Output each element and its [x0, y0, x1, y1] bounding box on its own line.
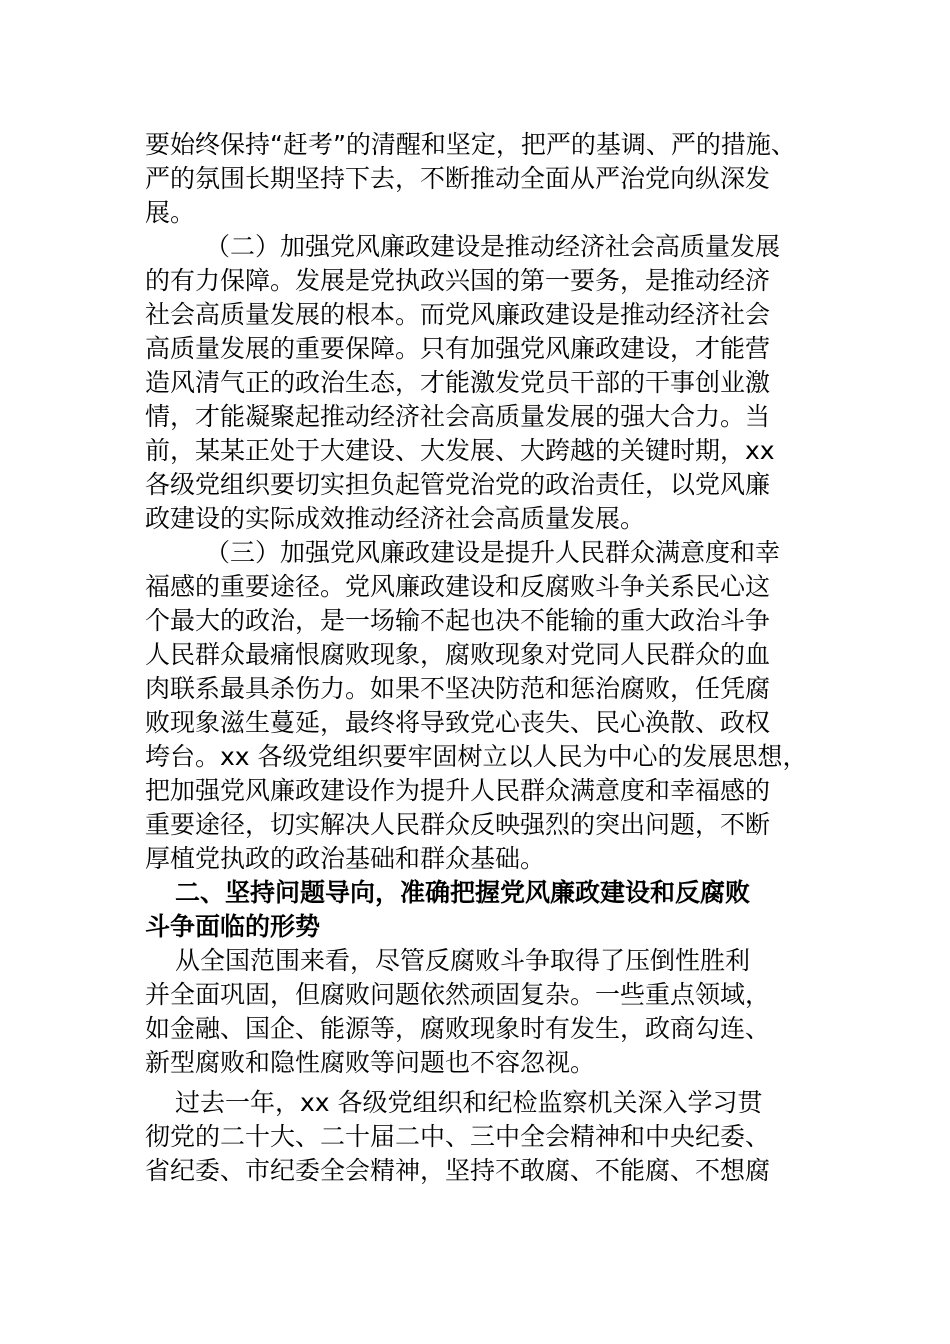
- text-line: 并全面巩固，但腐败问题依然顽固复杂。一些重点领域，: [145, 980, 771, 1009]
- text-line: 福感的重要途径。党风廉政建设和反腐败斗争关系民心这: [145, 572, 771, 601]
- text-line: 把加强党风廉政建设作为提升人民群众满意度和幸福感的: [145, 776, 771, 805]
- paragraph: [145, 128, 815, 230]
- text-line: 厚植党执政的政治基础和群众基础。: [145, 844, 546, 873]
- text-line: 如金融、国企、能源等，腐败现象时有发生，政商勾连、: [145, 1014, 771, 1043]
- text-line: （三）加强党风廉政建设是提升人民群众满意度和幸: [205, 538, 781, 567]
- text-line: 二、坚持问题导向，准确把握党风廉政建设和反腐败: [175, 878, 751, 907]
- text-line: 垮台。xx 各级党组织要牢固树立以人民为中心的发展思想，: [145, 742, 808, 771]
- text-line: 人民群众最痛恨腐败现象，腐败现象对党同人民群众的血: [145, 640, 771, 669]
- text-line: 的有力保障。发展是党执政兴国的第一要务，是推动经济: [145, 266, 771, 295]
- paragraph: [145, 536, 815, 876]
- text-line: 肉联系最具杀伤力。如果不坚决防范和惩治腐败，任凭腐: [145, 674, 771, 703]
- text-line: 高质量发展的重要保障。只有加强党风廉政建设，才能营: [145, 334, 771, 363]
- text-line: 重要途径，切实解决人民群众反映强烈的突出问题，不断: [145, 810, 771, 839]
- text-line: 从全国范围来看，尽管反腐败斗争取得了压倒性胜利: [175, 946, 751, 975]
- text-line: 情，才能凝聚起推动经济社会高质量发展的强大合力。当: [145, 402, 771, 431]
- paragraph: [145, 944, 815, 1080]
- text-line: 前，某某正处于大建设、大发展、大跨越的关键时期，xx: [145, 436, 775, 465]
- text-line: 过去一年，xx 各级党组织和纪检监察机关深入学习贯: [175, 1088, 763, 1117]
- paragraph: [145, 230, 815, 536]
- paragraph: [145, 1086, 815, 1188]
- text-line: 斗争面临的形势: [145, 912, 321, 941]
- text-line: 个最大的政治，是一场输不起也决不能输的重大政治斗争: [145, 606, 771, 635]
- text-line: 展。: [145, 198, 196, 227]
- text-line: 政建设的实际成效推动经济社会高质量发展。: [145, 504, 646, 533]
- text-line: 社会高质量发展的根本。而党风廉政建设是推动经济社会: [145, 300, 771, 329]
- section-heading: [145, 876, 815, 944]
- text-line: 各级党组织要切实担负起管党治党的政治责任，以党风廉: [145, 470, 771, 499]
- text-line: （二）加强党风廉政建设是推动经济社会高质量发展: [205, 232, 781, 261]
- text-line: 严的氛围长期坚持下去，不断推动全面从严治党向纵深发: [145, 164, 771, 193]
- text-line: 彻党的二十大、二十届二中、三中全会精神和中央纪委、: [145, 1122, 771, 1151]
- paragraph-spacer: [145, 1188, 815, 1194]
- text-line: 造风清气正的政治生态，才能激发党员干部的干事创业激: [145, 368, 771, 397]
- text-line: 要始终保持“赶考”的清醒和坚定，把严的基调、严的措施、: [145, 130, 796, 159]
- text-line: 败现象滋生蔓延，最终将导致党心丧失、民心涣散、政权: [145, 708, 771, 737]
- text-line: 新型腐败和隐性腐败等问题也不容忽视。: [145, 1048, 596, 1077]
- text-line: 省纪委、市纪委全会精神，坚持不敢腐、不能腐、不想腐: [145, 1156, 771, 1185]
- document-page: [145, 128, 815, 1194]
